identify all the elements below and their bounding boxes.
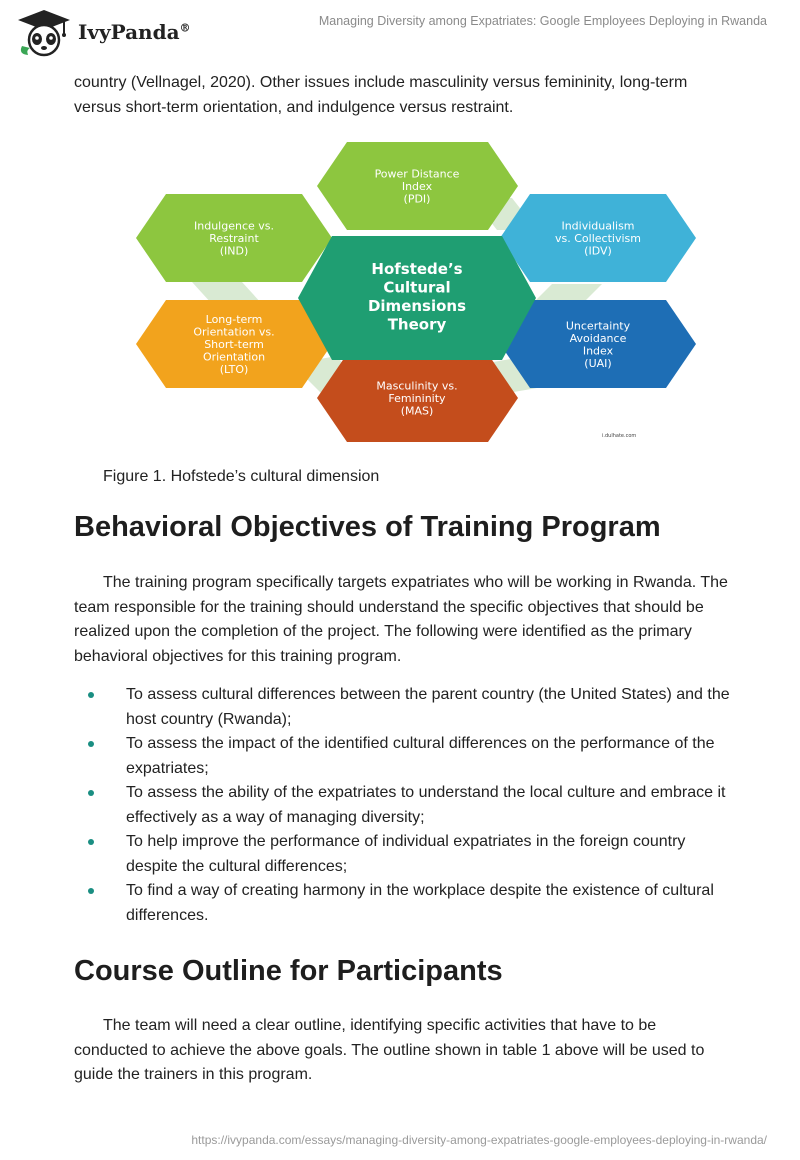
ivypanda-logo-icon[interactable] bbox=[14, 8, 74, 58]
list-item: To assess cultural differences between the parent country (the United States) and the host country (Rwanda); bbox=[74, 683, 734, 732]
list-item: To assess the ability of the expatriates to understand the local culture and embrace it effectively as a way of managing diversity; bbox=[74, 781, 734, 830]
hex-label-uai: Index bbox=[582, 344, 614, 358]
figure-caption: Figure 1. Hofstede’s cultural dimension bbox=[103, 468, 380, 485]
hex-label-pdi: (PDI) bbox=[403, 192, 431, 206]
brand-name[interactable]: IvyPanda® bbox=[78, 20, 191, 44]
running-title: Managing Diversity among Expatriates: Google Employees Deploying in Rwanda bbox=[318, 14, 767, 28]
list-item: To assess the impact of the identified cultural differences on the performance of the expatriates; bbox=[74, 732, 734, 781]
hex-label-uai: Uncertainty bbox=[565, 319, 631, 333]
hex-label-mas: Femininity bbox=[388, 392, 446, 405]
center-title-line: Dimensions bbox=[367, 297, 467, 315]
hex-label-mas: Masculinity vs. bbox=[376, 379, 458, 393]
hex-label-lto: Orientation vs. bbox=[193, 325, 275, 339]
intro-paragraph: country (Vellnagel, 2020). Other issues include masculinity versus femininity, long-term versus short-term orientation, and indulgence versus restraint. bbox=[74, 74, 688, 116]
hex-label-mas: (MAS) bbox=[400, 404, 434, 418]
bullet-dot-icon bbox=[88, 692, 94, 698]
center-title-line: Hofstede’s bbox=[371, 260, 463, 278]
list-item: To find a way of creating harmony in the workplace despite the existence of cultural differences. bbox=[74, 879, 734, 928]
center-title-line: Cultural bbox=[383, 278, 451, 297]
center-title-line: Theory bbox=[387, 315, 447, 334]
objectives-list bbox=[74, 683, 734, 928]
hex-label-ind: (IND) bbox=[219, 244, 249, 258]
heading-course-outline: Course Outline for Participants bbox=[74, 955, 503, 987]
hex-label-idv: vs. Collectivism bbox=[555, 232, 641, 245]
hex-label-pdi: Power Distance bbox=[374, 167, 460, 181]
hex-label-lto: Orientation bbox=[202, 350, 266, 364]
bullet-dot-icon bbox=[88, 888, 94, 894]
hex-label-uai: (UAI) bbox=[584, 356, 612, 370]
hex-label-idv: (IDV) bbox=[584, 244, 612, 258]
hex-label-uai: Avoidance bbox=[569, 331, 627, 345]
hofstede-figure bbox=[132, 138, 700, 444]
bullet-dot-icon bbox=[88, 839, 94, 845]
section2-paragraph: The team will need a clear outline, identifying specific activities that have to be conducted to achieve the above goals. The outline shown in table 1 above will be used to guide the trainers in this program. bbox=[74, 1017, 705, 1083]
hex-label-lto: (LTO) bbox=[219, 363, 249, 376]
hex-label-lto: Long-term bbox=[205, 313, 263, 326]
page-header bbox=[0, 0, 800, 60]
bullet-dot-icon bbox=[88, 741, 94, 747]
section1-paragraph: The training program specifically targets expatriates who will be working in Rwanda. The team responsible for the training should understand the specific objectives that should be realized upon the completion of the project. The following were identified as the primary behavioral objectives for this training program. bbox=[74, 574, 728, 665]
heading-behavioral-objectives: Behavioral Objectives of Training Program bbox=[74, 511, 661, 543]
list-item: To help improve the performance of individual expatriates in the foreign country despite the cultural differences; bbox=[74, 830, 734, 879]
footer-url[interactable]: https://ivypanda.com/essays/managing-diversity-among-expatriates-google-employees-deploying-in-rwanda/ bbox=[191, 1133, 767, 1147]
hex-label-idv: Individualism bbox=[561, 219, 635, 233]
hex-label-ind: Restraint bbox=[209, 232, 259, 245]
bullet-dot-icon bbox=[88, 790, 94, 796]
hex-label-pdi: Index bbox=[401, 180, 433, 193]
figure-credit: i.dulhate.com bbox=[602, 433, 637, 439]
hex-label-lto: Short-term bbox=[204, 338, 264, 351]
hex-label-ind: Indulgence vs. bbox=[194, 219, 274, 233]
